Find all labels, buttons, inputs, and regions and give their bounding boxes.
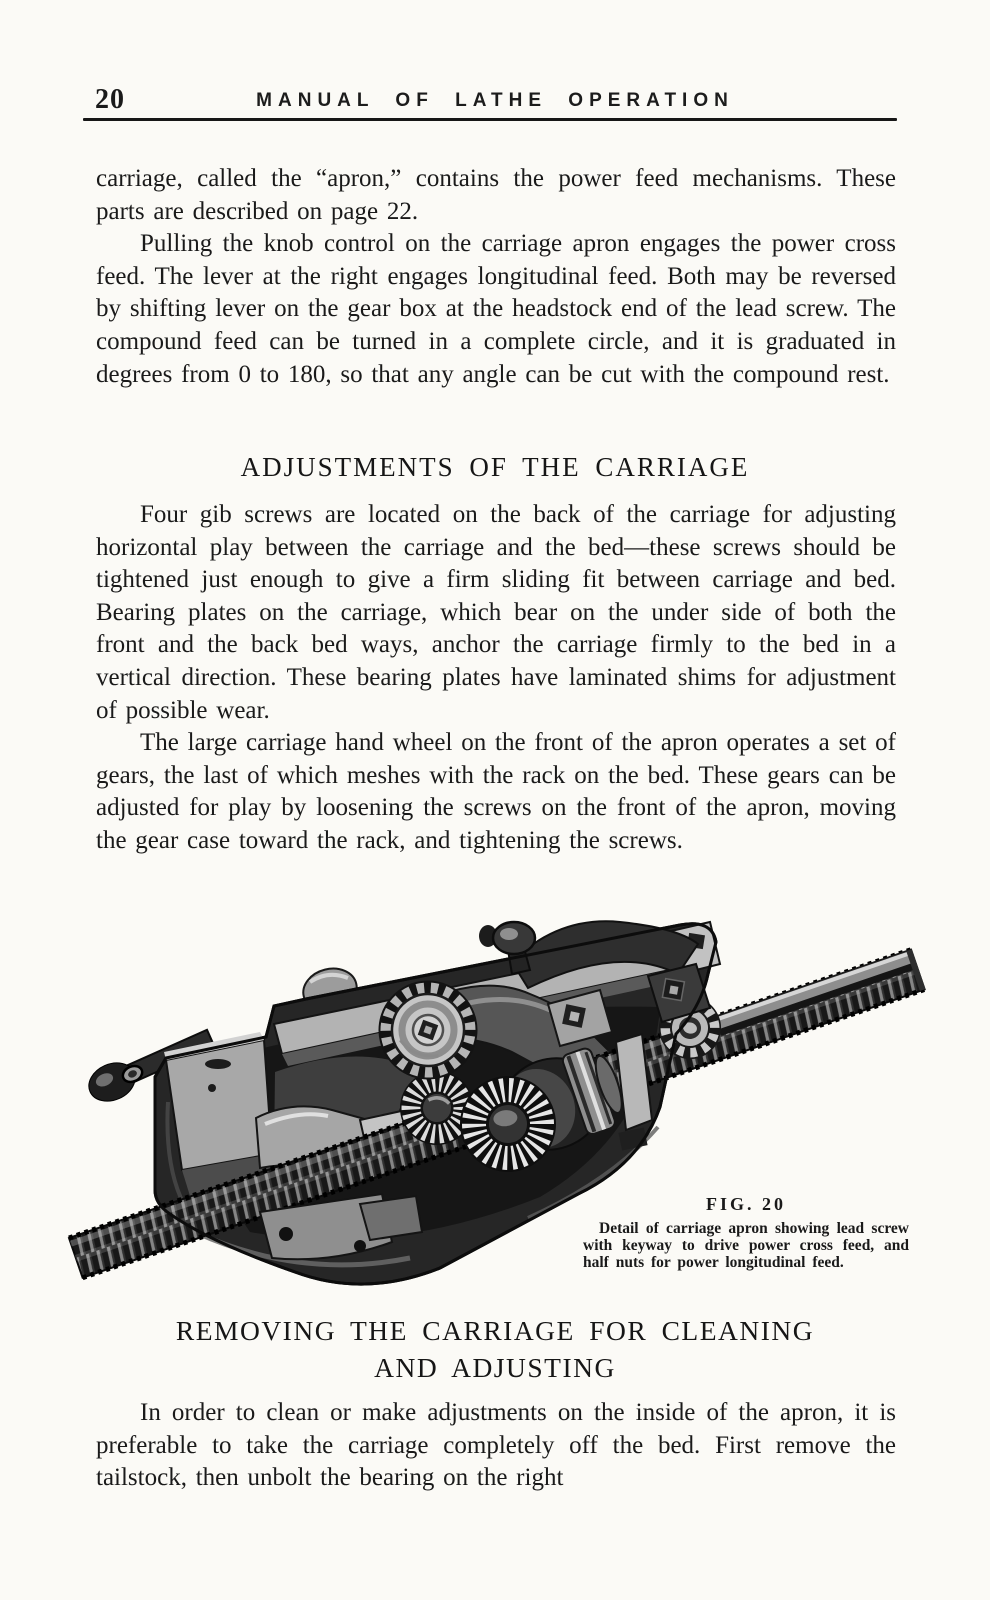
adjustments-paragraphs xyxy=(96,499,896,858)
page-number: 20 xyxy=(95,84,125,115)
figure-caption-block xyxy=(583,1194,909,1271)
paragraph-clean-adjust: In order to clean or make adjustments on the inside of the apron, it is preferable to take the carriage completely off the bed. First remove the tailstock, then unbolt the bearing on the right xyxy=(96,1399,896,1492)
section-heading-removing xyxy=(0,1312,990,1386)
section-heading-removing-line1: REMOVING THE CARRIAGE FOR CLEANING xyxy=(175,1315,815,1346)
paragraph-continuation: carriage, called the “apron,” contains the power feed mechanisms. These parts are described on page 22. xyxy=(96,165,896,225)
section-heading-adjustments: ADJUSTMENTS OF THE CARRIAGE xyxy=(240,452,750,482)
removing-paragraphs xyxy=(96,1397,896,1495)
running-title: MANUAL OF LATHE OPERATION xyxy=(256,90,734,111)
paragraph-gib-screws: Four gib screws are located on the back of the carriage for adjusting horizontal play between the carriage and the bed—these screws should be tightened just enough to give a firm sliding fit between carriage and bed. Bearing plates on the carriage, which bear on the under side of both the front and the back bed ways, anchor the carriage firmly to the bed in a vertical direction. These bearing plates have laminated shims for adjustment of possible wear. xyxy=(96,501,896,724)
header-rule xyxy=(83,118,897,121)
paragraph-knob-control: Pulling the knob control on the carriage apron engages the power cross feed. The lever at the right engages longitudinal feed. Both may be reversed by shifting lever on the gear box at the headstock end of the lead screw. The compound feed can be turned in a complete circle, and it is graduated in degrees from 0 to 180, so that any angle can be cut with the compound rest. xyxy=(96,230,896,388)
section-heading-removing-line2: AND ADJUSTING xyxy=(374,1352,616,1383)
intro-paragraphs xyxy=(96,163,896,391)
figure-label: FIG. 20 xyxy=(705,1194,786,1214)
paragraph-hand-wheel: The large carriage hand wheel on the front of the apron operates a set of gears, the last of which meshes with the rack on the bed. These gears can be adjusted for play by loosening the screws on the front of the apron, moving the gear case toward the rack, and tightening the screws. xyxy=(96,729,896,854)
figure-caption: Detail of carriage apron showing lead screw with keyway to drive power cross feed, and half nuts for power longitudinal feed. xyxy=(583,1220,909,1271)
large-spur-gear xyxy=(382,984,475,1077)
